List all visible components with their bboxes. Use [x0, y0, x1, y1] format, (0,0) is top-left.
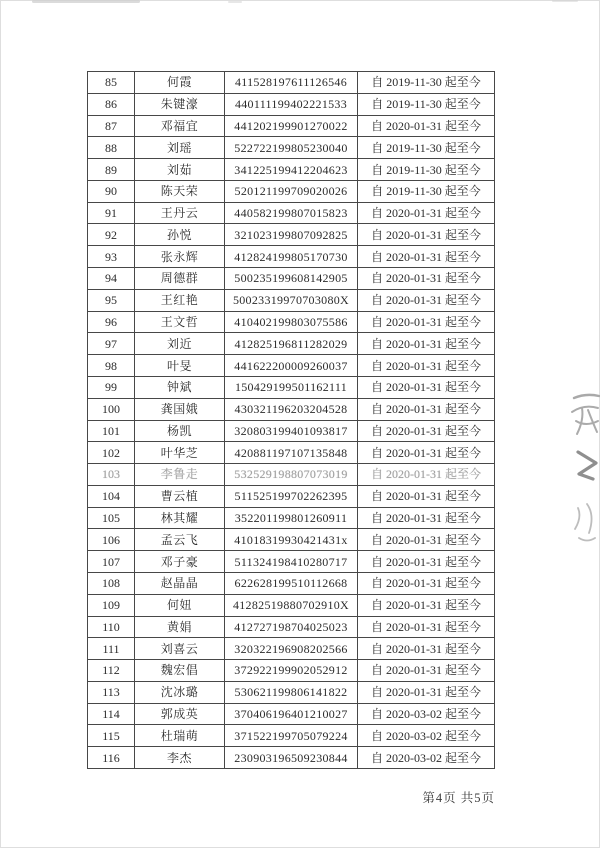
table-row [88, 137, 495, 159]
row-number-cell: 85 [88, 72, 135, 94]
period-cell: 自 2020-01-31 起至今 [358, 551, 495, 573]
table-row [88, 485, 495, 507]
period-cell: 自 2020-01-31 起至今 [358, 660, 495, 682]
row-number-cell: 90 [88, 180, 135, 202]
name-cell: 叶华芝 [135, 442, 225, 464]
id-number-cell: 410402199803075586 [225, 311, 358, 333]
id-number-cell: 412825196811282029 [225, 333, 358, 355]
row-number-cell: 101 [88, 420, 135, 442]
row-number-cell: 87 [88, 115, 135, 137]
id-number-cell: 420881197107135848 [225, 442, 358, 464]
table-row [88, 333, 495, 355]
table-row [88, 311, 495, 333]
id-number-cell: 622628199510112668 [225, 572, 358, 594]
table-row [88, 180, 495, 202]
row-number-cell: 103 [88, 464, 135, 486]
table-row [88, 529, 495, 551]
table-row [88, 725, 495, 747]
period-cell: 自 2020-01-31 起至今 [358, 311, 495, 333]
name-cell: 王红艳 [135, 289, 225, 311]
row-number-cell: 91 [88, 202, 135, 224]
id-number-cell: 522722199805230040 [225, 137, 358, 159]
name-cell: 林其耀 [135, 507, 225, 529]
period-cell: 自 2020-01-31 起至今 [358, 485, 495, 507]
table-row [88, 638, 495, 660]
row-number-cell: 104 [88, 485, 135, 507]
table-row [88, 289, 495, 311]
row-number-cell: 114 [88, 703, 135, 725]
table-row [88, 398, 495, 420]
row-number-cell: 96 [88, 311, 135, 333]
row-number-cell: 112 [88, 660, 135, 682]
id-number-cell: 320803199401093817 [225, 420, 358, 442]
name-cell: 李杰 [135, 747, 225, 769]
page-indicator: 第4页 共5页 [422, 791, 495, 805]
row-number-cell: 106 [88, 529, 135, 551]
id-number-cell: 441622200009260037 [225, 355, 358, 377]
row-number-cell: 86 [88, 93, 135, 115]
period-cell: 自 2020-01-31 起至今 [358, 442, 495, 464]
table-row [88, 159, 495, 181]
name-cell: 刘瑶 [135, 137, 225, 159]
name-cell: 刘近 [135, 333, 225, 355]
name-cell: 李鲁走 [135, 464, 225, 486]
name-cell: 朱键濠 [135, 93, 225, 115]
id-number-cell: 372922199902052912 [225, 660, 358, 682]
scan-edge-artifact [32, 0, 140, 3]
id-number-cell: 440111199402221533 [225, 93, 358, 115]
table-row [88, 507, 495, 529]
period-cell: 自 2020-01-31 起至今 [358, 246, 495, 268]
id-number-cell: 320322196908202566 [225, 638, 358, 660]
scan-edge-artifact [552, 0, 578, 2]
row-number-cell: 108 [88, 572, 135, 594]
row-number-cell: 115 [88, 725, 135, 747]
row-number-cell: 100 [88, 398, 135, 420]
table-row [88, 246, 495, 268]
id-number-cell: 411528197611126546 [225, 72, 358, 94]
name-cell: 陈天荣 [135, 180, 225, 202]
period-cell: 自 2020-03-02 起至今 [358, 747, 495, 769]
id-number-cell: 50023319970703080X [225, 289, 358, 311]
name-cell: 何霞 [135, 72, 225, 94]
row-number-cell: 107 [88, 551, 135, 573]
row-number-cell: 98 [88, 355, 135, 377]
table-row [88, 376, 495, 398]
row-number-cell: 110 [88, 616, 135, 638]
table-row [88, 224, 495, 246]
id-number-cell: 441202199901270022 [225, 115, 358, 137]
name-cell: 何妞 [135, 594, 225, 616]
period-cell: 自 2020-01-31 起至今 [358, 202, 495, 224]
period-cell: 自 2020-03-02 起至今 [358, 703, 495, 725]
row-number-cell: 116 [88, 747, 135, 769]
name-cell: 杜瑞萌 [135, 725, 225, 747]
period-cell: 自 2020-01-31 起至今 [358, 398, 495, 420]
row-number-cell: 88 [88, 137, 135, 159]
table-row [88, 747, 495, 769]
id-number-cell: 41282519880702910X [225, 594, 358, 616]
period-cell: 自 2020-01-31 起至今 [358, 507, 495, 529]
table-row [88, 681, 495, 703]
period-cell: 自 2020-01-31 起至今 [358, 681, 495, 703]
name-cell: 郭成英 [135, 703, 225, 725]
id-number-cell: 532529198807073019 [225, 464, 358, 486]
name-cell: 邓福宜 [135, 115, 225, 137]
id-number-cell: 370406196401210027 [225, 703, 358, 725]
table-row [88, 355, 495, 377]
row-number-cell: 89 [88, 159, 135, 181]
id-number-cell: 341225199412204623 [225, 159, 358, 181]
handwriting-mark [566, 390, 600, 555]
period-cell: 自 2019-11-30 起至今 [358, 180, 495, 202]
id-number-cell: 500235199608142905 [225, 268, 358, 290]
period-cell: 自 2019-11-30 起至今 [358, 72, 495, 94]
id-number-cell: 230903196509230844 [225, 747, 358, 769]
period-cell: 自 2020-01-31 起至今 [358, 420, 495, 442]
table-row [88, 703, 495, 725]
name-cell: 赵晶晶 [135, 572, 225, 594]
row-number-cell: 93 [88, 246, 135, 268]
id-number-cell: 371522199705079224 [225, 725, 358, 747]
name-cell: 孙悦 [135, 224, 225, 246]
name-cell: 刘茹 [135, 159, 225, 181]
table-row [88, 551, 495, 573]
row-number-cell: 109 [88, 594, 135, 616]
period-cell: 自 2020-01-31 起至今 [358, 376, 495, 398]
table-row [88, 572, 495, 594]
period-cell: 自 2020-01-31 起至今 [358, 529, 495, 551]
row-number-cell: 97 [88, 333, 135, 355]
row-number-cell: 92 [88, 224, 135, 246]
name-cell: 杨凯 [135, 420, 225, 442]
name-cell: 王文哲 [135, 311, 225, 333]
table-row [88, 115, 495, 137]
name-cell: 周德群 [135, 268, 225, 290]
name-cell: 邓子豪 [135, 551, 225, 573]
table-row [88, 420, 495, 442]
period-cell: 自 2019-11-30 起至今 [358, 137, 495, 159]
period-cell: 自 2020-01-31 起至今 [358, 115, 495, 137]
id-number-cell: 511324198410280717 [225, 551, 358, 573]
row-number-cell: 113 [88, 681, 135, 703]
table-row [88, 93, 495, 115]
row-number-cell: 102 [88, 442, 135, 464]
id-number-cell: 511525199702262395 [225, 485, 358, 507]
table-row [88, 268, 495, 290]
period-cell: 自 2020-01-31 起至今 [358, 268, 495, 290]
row-number-cell: 94 [88, 268, 135, 290]
table-row [88, 594, 495, 616]
name-cell: 刘喜云 [135, 638, 225, 660]
period-cell: 自 2019-11-30 起至今 [358, 93, 495, 115]
person-period-table-body [88, 72, 495, 769]
period-cell: 自 2020-01-31 起至今 [358, 224, 495, 246]
name-cell: 张永辉 [135, 246, 225, 268]
row-number-cell: 95 [88, 289, 135, 311]
table-row [88, 442, 495, 464]
table-row [88, 202, 495, 224]
period-cell: 自 2020-01-31 起至今 [358, 355, 495, 377]
name-cell: 孟云飞 [135, 529, 225, 551]
name-cell: 魏宏倡 [135, 660, 225, 682]
period-cell: 自 2020-03-02 起至今 [358, 725, 495, 747]
id-number-cell: 430321196203204528 [225, 398, 358, 420]
period-cell: 自 2020-01-31 起至今 [358, 616, 495, 638]
id-number-cell: 412824199805170730 [225, 246, 358, 268]
period-cell: 自 2020-01-31 起至今 [358, 464, 495, 486]
id-number-cell: 41018319930421431x [225, 529, 358, 551]
id-number-cell: 150429199501162111 [225, 376, 358, 398]
name-cell: 叶旻 [135, 355, 225, 377]
period-cell: 自 2020-01-31 起至今 [358, 572, 495, 594]
id-number-cell: 321023199807092825 [225, 224, 358, 246]
period-cell: 自 2020-01-31 起至今 [358, 333, 495, 355]
name-cell: 沈冰璐 [135, 681, 225, 703]
period-cell: 自 2020-01-31 起至今 [358, 594, 495, 616]
id-number-cell: 520121199709020026 [225, 180, 358, 202]
table-row [88, 616, 495, 638]
name-cell: 龚国娥 [135, 398, 225, 420]
id-number-cell: 440582199807015823 [225, 202, 358, 224]
scan-edge-artifact [228, 1, 242, 3]
name-cell: 王丹云 [135, 202, 225, 224]
name-cell: 钟斌 [135, 376, 225, 398]
name-cell: 黄娟 [135, 616, 225, 638]
period-cell: 自 2020-01-31 起至今 [358, 289, 495, 311]
id-number-cell: 352201199801260911 [225, 507, 358, 529]
row-number-cell: 105 [88, 507, 135, 529]
period-cell: 自 2019-11-30 起至今 [358, 159, 495, 181]
id-number-cell: 530621199806141822 [225, 681, 358, 703]
period-cell: 自 2020-01-31 起至今 [358, 638, 495, 660]
name-cell: 曹云植 [135, 485, 225, 507]
table-row [88, 464, 495, 486]
row-number-cell: 111 [88, 638, 135, 660]
id-number-cell: 412727198704025023 [225, 616, 358, 638]
table-row [88, 660, 495, 682]
row-number-cell: 99 [88, 376, 135, 398]
person-period-table [87, 71, 495, 769]
table-row [88, 72, 495, 94]
